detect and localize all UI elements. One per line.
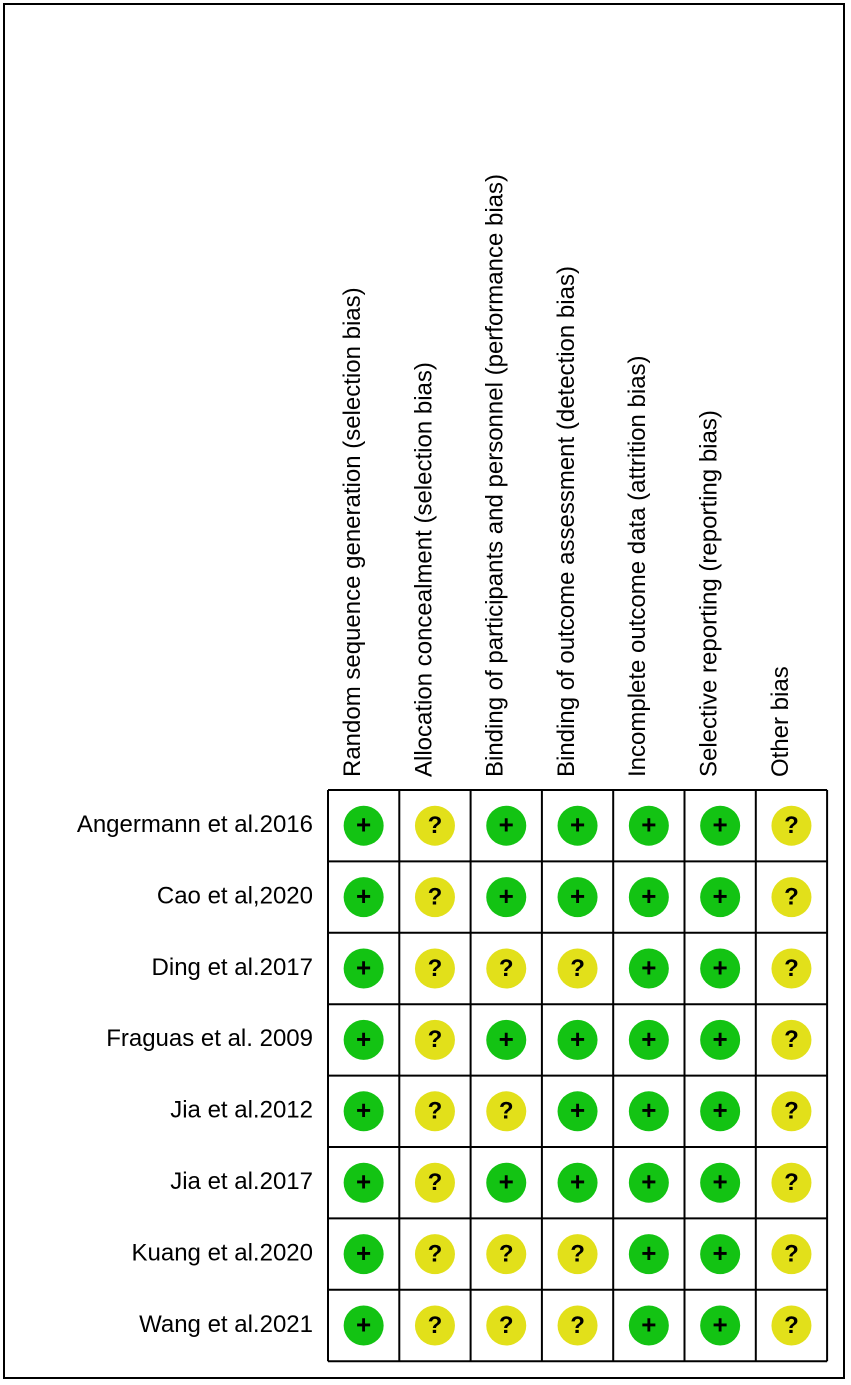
low-risk-mark: [629, 1091, 669, 1131]
low-risk-mark: [486, 877, 526, 917]
low-risk-mark: [700, 1091, 740, 1131]
judgement-symbol: +: [641, 880, 657, 911]
judgement-symbol: +: [641, 1095, 657, 1126]
judgement-symbol: ?: [427, 1169, 443, 1197]
low-risk-mark: [629, 1020, 669, 1060]
column-header-4: Binding of outcome assessment (detection bias): [552, 266, 580, 777]
unclear-risk-mark: [415, 949, 455, 989]
judgement-symbol: ?: [427, 1026, 443, 1054]
low-risk-mark: [486, 1163, 526, 1203]
low-risk-mark: [344, 1306, 384, 1346]
judgement-symbol: ?: [427, 1311, 443, 1339]
judgement-symbol: +: [498, 809, 514, 840]
judgement-symbol: +: [641, 952, 657, 983]
judgement-symbol: ?: [570, 1240, 585, 1268]
low-risk-mark: [629, 877, 669, 917]
judgement-symbol: ?: [427, 954, 443, 982]
judgement-symbol: +: [641, 1166, 657, 1197]
unclear-risk-mark: [771, 949, 811, 989]
unclear-risk-mark: [558, 949, 598, 989]
judgement-symbol: +: [356, 1095, 372, 1126]
low-risk-mark: [344, 949, 384, 989]
low-risk-mark: [344, 1020, 384, 1060]
study-label: Fraguas et al. 2009: [106, 1025, 313, 1053]
judgement-symbol: ?: [427, 1097, 443, 1125]
unclear-risk-mark: [415, 1091, 455, 1131]
judgement-symbol: +: [498, 1166, 514, 1197]
unclear-risk-mark: [415, 1306, 455, 1346]
judgement-symbol: +: [641, 1237, 657, 1268]
study-label: Ding et al.2017: [151, 953, 313, 981]
unclear-risk-mark: [558, 1306, 598, 1346]
unclear-risk-mark: [771, 1306, 811, 1346]
judgement-symbol: ?: [427, 883, 443, 911]
study-label: Angermann et al.2016: [76, 811, 313, 839]
judgement-symbol: +: [356, 880, 372, 911]
unclear-risk-mark: [558, 1234, 598, 1274]
low-risk-mark: [558, 1020, 598, 1060]
unclear-risk-mark: [415, 1234, 455, 1274]
low-risk-mark: [629, 1234, 669, 1274]
judgement-symbol: +: [498, 1023, 514, 1054]
unclear-risk-mark: [415, 1163, 455, 1203]
low-risk-mark: [629, 949, 669, 989]
row-labels: [77, 811, 313, 1338]
judgement-symbol: +: [569, 1166, 586, 1197]
low-risk-mark: [629, 806, 669, 846]
low-risk-mark: [700, 1020, 740, 1060]
judgement-symbol: +: [712, 809, 728, 840]
column-header-2: Allocation concealment (selection bias): [410, 362, 438, 777]
judgement-symbol: +: [641, 1309, 657, 1340]
grid: [328, 790, 827, 1361]
low-risk-mark: [700, 1234, 740, 1274]
unclear-risk-mark: [771, 806, 811, 846]
study-label: Jia et al.2017: [170, 1168, 313, 1196]
unclear-risk-mark: [415, 1020, 455, 1060]
judgement-symbol: +: [569, 1023, 586, 1054]
low-risk-mark: [344, 877, 384, 917]
judgement-symbol: +: [712, 1237, 728, 1268]
column-header-5: Incomplete outcome data (attrition bias): [624, 355, 652, 777]
judgement-symbol: +: [569, 1095, 586, 1126]
judgement-symbol: +: [569, 809, 586, 840]
judgement-symbol: ?: [427, 812, 443, 840]
low-risk-mark: [486, 806, 526, 846]
low-risk-mark: [344, 1091, 384, 1131]
low-risk-mark: [700, 949, 740, 989]
unclear-risk-mark: [771, 1163, 811, 1203]
judgement-symbol: ?: [570, 1311, 585, 1339]
judgement-symbol: ?: [784, 1311, 799, 1339]
column-headers: [339, 174, 794, 777]
unclear-risk-mark: [415, 877, 455, 917]
low-risk-mark: [558, 806, 598, 846]
judgement-symbol: +: [356, 1237, 372, 1268]
judgement-symbol: +: [712, 1023, 728, 1054]
study-label: Wang et al.2021: [139, 1310, 313, 1338]
judgement-symbol: ?: [784, 1169, 799, 1197]
judgement-symbol: +: [712, 1166, 728, 1197]
low-risk-mark: [344, 1234, 384, 1274]
low-risk-mark: [344, 806, 384, 846]
judgement-symbol: +: [712, 952, 728, 983]
judgement-symbol: ?: [784, 883, 799, 911]
judgement-symbol: +: [712, 1309, 728, 1340]
low-risk-mark: [700, 877, 740, 917]
column-header-3: Binding of participants and personnel (performance bias): [481, 173, 509, 777]
judgement-symbol: +: [356, 1023, 372, 1054]
judgement-symbol: ?: [784, 1097, 799, 1125]
judgement-symbol: +: [712, 1095, 728, 1126]
judgement-symbol: ?: [498, 954, 514, 982]
low-risk-mark: [700, 1306, 740, 1346]
column-header-6: Selective reporting (reporting bias): [695, 410, 723, 777]
unclear-risk-mark: [771, 1020, 811, 1060]
judgement-symbol: +: [712, 880, 728, 911]
unclear-risk-mark: [771, 1091, 811, 1131]
low-risk-mark: [486, 1020, 526, 1060]
low-risk-mark: [344, 1163, 384, 1203]
judgement-symbol: +: [356, 1166, 372, 1197]
judgement-symbol: ?: [784, 954, 799, 982]
judgement-symbol: ?: [784, 812, 799, 840]
judgement-symbol: +: [356, 809, 372, 840]
unclear-risk-mark: [486, 1306, 526, 1346]
judgement-symbol: ?: [427, 1240, 443, 1268]
judgement-symbol: ?: [784, 1026, 799, 1054]
unclear-risk-mark: [486, 1091, 526, 1131]
judgement-symbol: +: [356, 1309, 372, 1340]
unclear-risk-mark: [486, 1234, 526, 1274]
judgement-symbol: ?: [784, 1240, 799, 1268]
judgement-symbol: +: [356, 952, 372, 983]
low-risk-mark: [629, 1163, 669, 1203]
judgement-symbol: ?: [498, 1311, 514, 1339]
low-risk-mark: [629, 1306, 669, 1346]
judgement-symbol: ?: [498, 1240, 514, 1268]
low-risk-mark: [700, 1163, 740, 1203]
judgement-symbol: ?: [570, 954, 585, 982]
low-risk-mark: [558, 1091, 598, 1131]
study-label: Cao et al,2020: [156, 882, 313, 910]
judgement-symbol: +: [498, 880, 514, 911]
study-label: Jia et al.2012: [170, 1096, 313, 1124]
judgement-symbol: ?: [498, 1097, 514, 1125]
judgement-symbol: +: [569, 880, 586, 911]
column-header-1: Random sequence generation (selection bias): [338, 287, 366, 777]
unclear-risk-mark: [771, 1234, 811, 1274]
unclear-risk-mark: [415, 806, 455, 846]
judgement-symbol: +: [641, 809, 657, 840]
unclear-risk-mark: [486, 949, 526, 989]
low-risk-mark: [558, 877, 598, 917]
study-label: Kuang et al.2020: [131, 1239, 313, 1267]
low-risk-mark: [700, 806, 740, 846]
judgement-symbol: +: [641, 1023, 657, 1054]
unclear-risk-mark: [771, 877, 811, 917]
column-header-7: Other bias: [766, 666, 794, 777]
low-risk-mark: [558, 1163, 598, 1203]
